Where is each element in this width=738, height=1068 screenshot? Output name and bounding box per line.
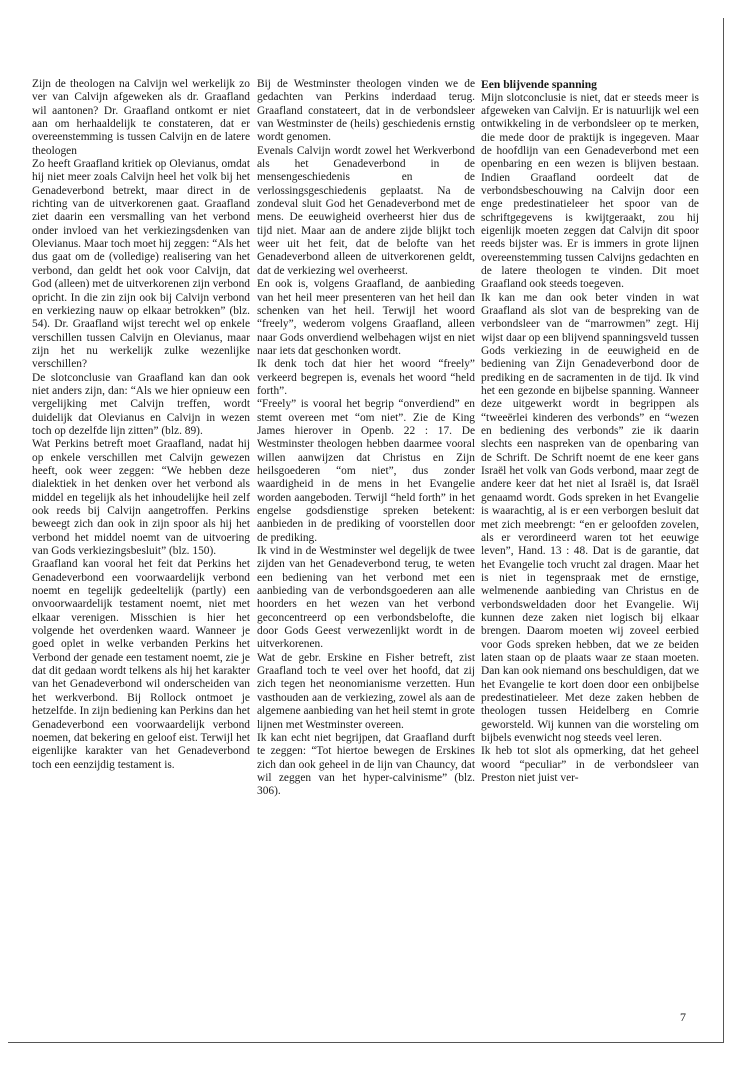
paragraph: Ik vind in de Westminster wel degelijk de twee zijden van het Genadeverbond terug, te weten een bediening van het verbond met een aanbieding van de verbondsgoederen aan alle hoorders en het wezen van het verbond geconcentreerd op een verbondsbelofte, die door Gods Geest verwezenlijkt wordt in de uitverkorenen.	[257, 545, 475, 651]
paragraph: De slotconclusie van Graafland kan dan ook niet anders zijn, dan: “Als we hier opnieuw een vergelijking met Calvijn treffen, wordt duidelijk dat Olevianus en Calvijn in wezen toch op dezelfde lijn zitten” (blz. 89).	[32, 371, 250, 437]
paragraph: Graafland kan vooral het feit dat Perkins het Genadeverbond een voorwaardelijk verbond noemt en tegelijk gedeeltelijk (partly) een onvoorwaardelijk testament noemt, niet met elkaar verenigen. Misschien is hier het volgende het overdenken waard. Wanneer je goed oplet in welke verbanden Perkins het Verbond der genade een testament noemt, zie je dat dit gedaan wordt telkens als hij het karakter van het Genadeverbond wil onderscheiden van het werkverbond. Bij Rollock ontmoet je hetzelfde. In zijn bediening kan Perkins dan het Genadeverbond een voorwaardelijk verbond noemen, dat bekering en geloof eist. Terwijl het eigenlijke karakter van het Genadeverbond toch een eenzijdig testament is.	[32, 558, 250, 771]
page-number: 7	[680, 1010, 686, 1024]
paragraph: Ik denk toch dat hier het woord “freely” verkeerd begrepen is, evenals het woord “held forth”.	[257, 358, 475, 397]
paragraph: Ik heb tot slot als opmerking, dat het geheel woord “peculiar” in de verbondsleer van Preston niet juist ver-	[481, 745, 699, 785]
section-heading: Een blijvende spanning	[481, 78, 597, 91]
paragraph: “Freely” is vooral het begrip “onverdiend” en stemt overeen met “om niet”. Zie de King James hierover in Openb. 22 : 17. De Westminster theologen hebben daarmee vooral willen aanwijzen dat Christus en Zijn heilsgoederen “om niet”, dus zonder waardigheid in de mens in het Evangelie worden aangeboden. Terwijl “held forth” in het engelse godsdienstige spreken betekent: aanbieden in de prediking of voorstellen door de prediking.	[257, 398, 475, 544]
paragraph: En ook is, volgens Graafland, de aanbieding van het heil meer presenteren van het heil dan schenken van het heil. Terwijl het woord “freely”, wederom volgens Graafland, alleen naar Gods onverdiend welbehagen wijst en niet naar iets dat geschonken wordt.	[257, 278, 475, 357]
paragraph: Ik kan me dan ook beter vinden in wat Graafland als slot van de bespreking van de verbondsleer van de “marrowmen” zegt. Hij wijst daar op een blijvend spanningsveld tussen Gods verkiezing in de eeuwigheid en de bediening van Zijn Genadeverbond door de prediking en de sacramenten in de tijd. Ik vind het een gezonde en bijbelse spanning. Wanneer deze uitgewerkt wordt in begrippen als “tweeërlei kinderen des verbonds” en “wezen en bediening des verbonds” zie ik daarin slechts een naspreken van de openbaring van de Schrift. De Schrift noemt de ene keer gans Israël het volk van Gods verbond, maar zegt de andere keer dat het niet al Israël is, dat Israël genaamd wordt. Gods spreken in het Evangelie is waarachtig, al is er een verborgen besluit dat met zich meebrengt: “en er geloofden zovelen, als er verordineerd waren tot het eeuwige leven”, Hand. 13 : 48. Dat is de garantie, dat het Evangelie toch vrucht zal dragen. Maar het is niet in tegenspraak met de ernstige, welmenende aanbieding van Christus en de verbondsweldaden door het Evangelie. Wij kunnen deze zaken niet logisch bij elkaar brengen. Daarom moeten wij zoveel eerbied voor Gods spreken hebben, dat we ze beiden laten staan op de plaats waar ze staan moeten. Dan kan ook niemand ons beschuldigen, dat we het Evangelie te kort doen door een onbijbelse predestinatieleer. Met deze zaken hebben de theologen tussen Heidelberg en Comrie geworsteld. Wij kunnen van die worsteling om bijbels evenwicht nog steeds veel leren.	[481, 291, 699, 744]
paragraph: Evenals Calvijn wordt zowel het Werkverbond als het Genadeverbond in de mensengeschiedenis en de verlossingsgeschiedenis geplaatst. Na de zondeval sluit God het Genadeverbond met de mens. De eeuwigheid overheerst hier dus de tijd niet. Maar aan de andere zijde blijkt toch weer uit het feit, dat de belofte van het Genadeverbond alleen de uitverkorenen geldt, dat de verkiezing wel overheerst.	[257, 144, 475, 277]
paragraph: Wat Perkins betreft moet Graafland, nadat hij op enkele verschillen met Calvijn gewezen heeft, ook weer zeggen: “We hebben deze dialektiek in het denken over het verbond als middel en tegelijk als het inhoudelijke heil zelf ook reeds bij Calvijn aangetroffen. Perkins beweegt zich dan ook in zijn spoor als hij het verbond het middel noemt van de uitvoering van Gods verkiezingsbesluit” (blz. 150).	[32, 438, 250, 558]
paragraph: Zo heeft Graafland kritiek op Olevianus, omdat hij niet meer zoals Calvijn heel het volk bij het Genadeverbond betrekt, maar direct in de richting van de uitverkorenen gaat. Graafland ziet daarin een versmalling van het verbond onder invloed van het verkiezingsdenken van Olevianus. Maar toch moet hij zeggen: “Als het dus gaat om de (volledige) realisering van het verbond, dan geldt het ook voor Calvijn, dat God (alleen) met de uitverkorenen zijn verbond opricht. In die zin zijn ook bij Calvijn verbond en verkiezing nauw op elkaar betrokken” (blz. 54). Dr. Graafland wijst terecht wel op enkele verschillen tussen Calvijn en Olevianus, maar zijn het nu werkelijk zulke wezenlijke verschillen?	[32, 158, 250, 371]
paragraph: Ik kan echt niet begrijpen, dat Graafland durft te zeggen: “Tot hiertoe bewegen de Erskines zich dan ook geheel in de lijn van Chauncy, dat wil zeggen van het hyper-calvinisme” (blz. 306).	[257, 731, 475, 798]
column-3	[481, 78, 699, 785]
column-2	[257, 78, 475, 799]
paragraph: Wat de gebr. Erskine en Fisher betreft, zist Graafland toch te veel over het hoofd, dat zij zich tegen het neonomianisme verzetten. Hun vasthouden aan de verkiezing, zowel als aan de algemene aanbieding van het heil stemt in grote lijnen met Westminster overeen.	[257, 651, 475, 731]
paragraph: Zijn de theologen na Calvijn wel werkelijk zo ver van Calvijn afgeweken als dr. Graafland wil aantonen? Dr. Graafland ontkomt er niet aan om herhaaldelijk te constateren, dat er overeenstemming is tussen Calvijn en de latere theologen	[32, 78, 250, 157]
column-1	[32, 78, 250, 772]
paragraph: Bij de Westminster theologen vinden we de gedachten van Perkins inderdaad terug. Graafland constateert, dat in de verbondsleer van Westminster de (heils) geschiedenis ernstig wordt genomen.	[257, 78, 475, 144]
paragraph: Mijn slotconclusie is niet, dat er steeds meer is afgeweken van Calvijn. Er is natuurlijk wel een ontwikkeling in de verbondsleer op te merken, die mede door de praktijk is ingegeven. Maar de hoofdlijn van een Genadeverbond met een openbaring en een wezen is blijven bestaan. Indien Graafland oordeelt dat de verbondsbeschouwing na Calvijn door een enge predestinatieleer het spoor van de schriftgegevens is kwijtgeraakt, zou hij eigenlijk moeten zeggen dat Calvijn dit spoor reeds bijster was. Er is immers in grote lijnen overeenstemming tussen Calvijns gedachten en de latere theologen te vinden. Dit moet Graafland ook steeds toegeven.	[481, 91, 699, 291]
